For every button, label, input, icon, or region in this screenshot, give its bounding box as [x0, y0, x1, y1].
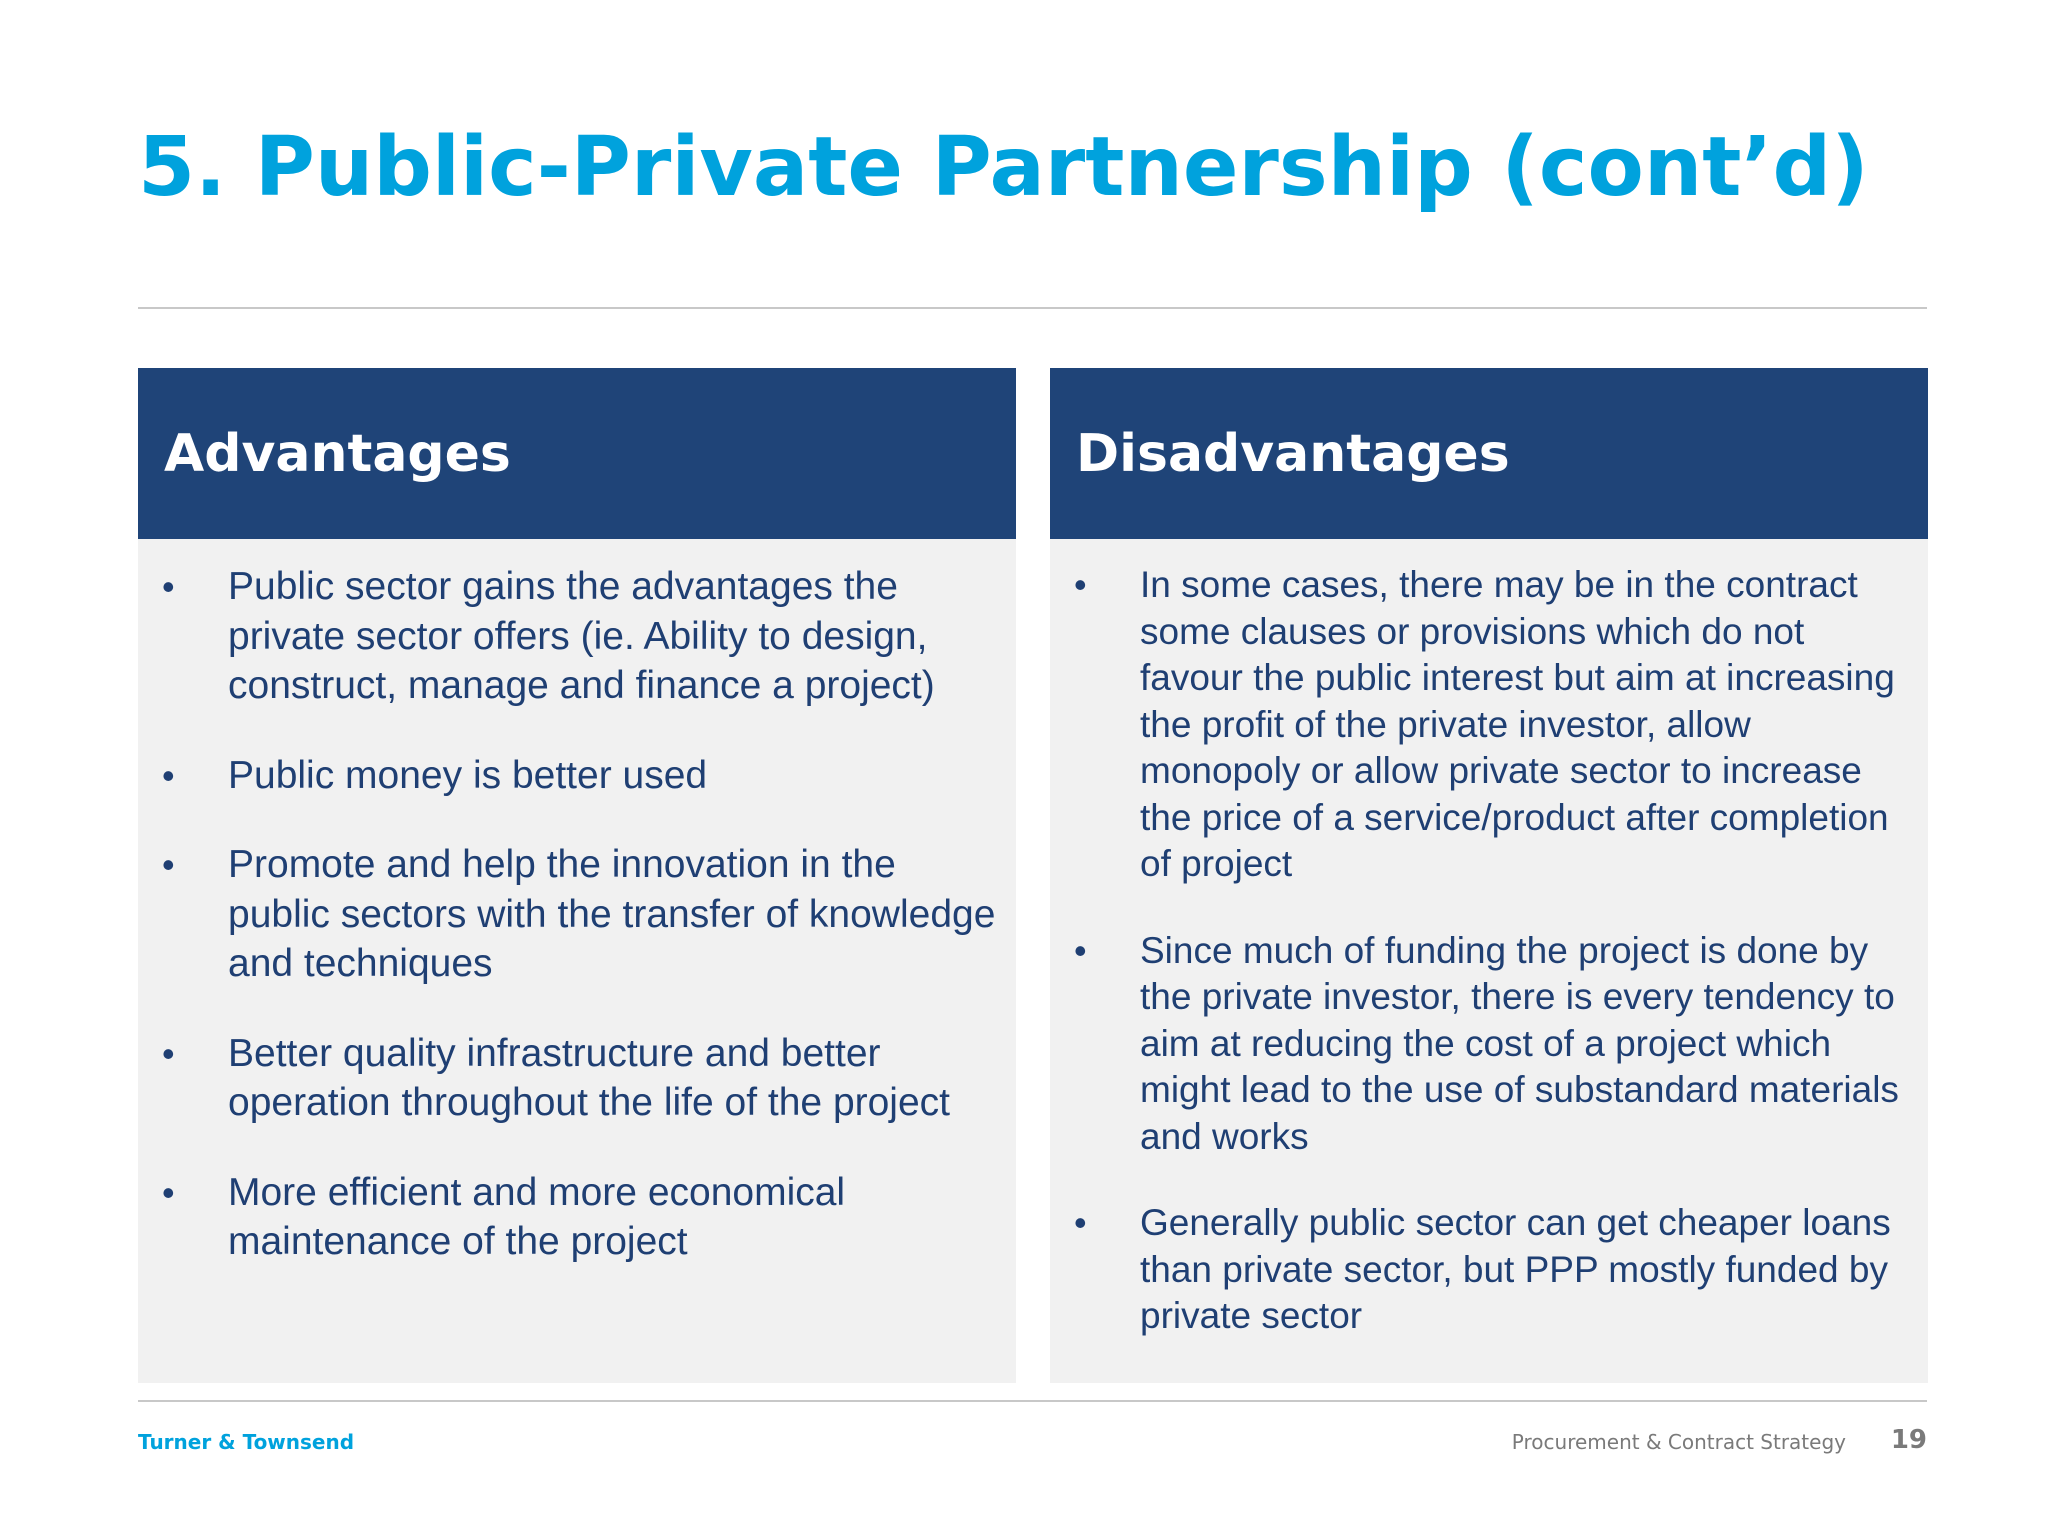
list-item-text: More efficient and more economical maintenance of the project [228, 1170, 846, 1263]
list-item [138, 840, 1016, 989]
disadvantages-panel [1050, 368, 1928, 1383]
bullet-icon: • [162, 754, 175, 796]
page-title: 5. Public-Private Partnership (cont’d) [138, 120, 1869, 215]
disadvantages-header [1050, 368, 1928, 539]
list-item-text: Generally public sector can get cheaper loans than private sector, but PPP mostly funded by private sector [1140, 1202, 1891, 1336]
list-item [1050, 1200, 1928, 1340]
advantages-heading: Advantages [164, 423, 511, 484]
list-item [138, 1168, 1016, 1267]
footer-divider [138, 1400, 1927, 1402]
list-item-text: Public money is better used [228, 753, 708, 797]
list-item [138, 1029, 1016, 1128]
footer-document-title: Procurement & Contract Strategy [1511, 1430, 1846, 1454]
disadvantages-list [1050, 562, 1928, 1380]
bullet-icon: • [162, 844, 175, 885]
list-item [138, 562, 1016, 711]
disadvantages-heading: Disadvantages [1076, 423, 1510, 484]
page-number: 19 [1890, 1425, 1927, 1455]
list-item [1050, 562, 1928, 888]
list-item [1050, 928, 1928, 1161]
bullet-icon: • [1074, 929, 1087, 971]
list-item-text: In some cases, there may be in the contract some clauses or provisions which do not favour the public interest but aim at increasing the profit of the private investor, allow monopoly or allow private sector to increase the price of a service/product after completion of project [1140, 564, 1895, 884]
list-item [138, 751, 1016, 801]
list-item-text: Since much of funding the project is done by the private investor, there is every tendency to aim at reducing the cost of a project which might lead to the use of substandard materials and works [1140, 929, 1899, 1157]
bullet-icon: • [162, 1171, 175, 1213]
title-divider [138, 307, 1927, 309]
list-item-text: Promote and help the innovation in the public sectors with the transfer of knowledge and techniques [228, 843, 996, 985]
list-item-text: Better quality infrastructure and better operation throughout the life of the project [228, 1031, 950, 1124]
advantages-panel [138, 368, 1016, 1383]
footer-brand-logo: Turner & Townsend [138, 1430, 355, 1454]
bullet-icon: • [1074, 564, 1087, 605]
list-item-text: Public sector gains the advantages the private sector offers (ie. Ability to design, construct, manage and finance a project) [228, 565, 935, 707]
bullet-icon: • [162, 1032, 175, 1074]
bullet-icon: • [162, 566, 175, 607]
advantages-header [138, 368, 1016, 539]
bullet-icon: • [1074, 1202, 1087, 1243]
advantages-list [138, 562, 1016, 1307]
